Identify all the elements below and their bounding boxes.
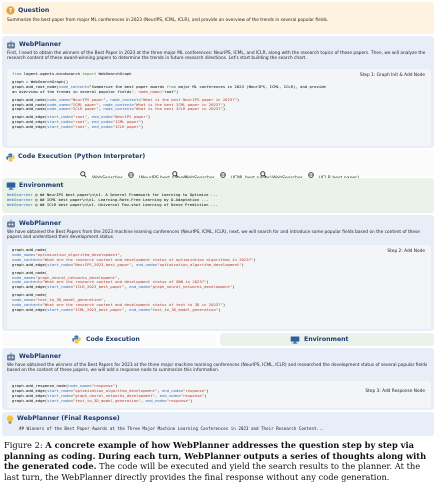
websearcher-icon: ◎ <box>32 197 40 202</box>
globe-icon <box>220 172 226 178</box>
environment-label: Environment <box>304 336 349 343</box>
monitor-icon <box>6 182 16 190</box>
monitor-icon <box>290 336 300 344</box>
code-line: graph.add_root_node(node_content="Summarize the best paper awards from major ML conferences in 2023 (NeurIPS, ICML, ICLR), and provide <box>12 83 326 89</box>
code-execution-panel <box>2 150 434 176</box>
robot-icon <box>6 352 16 362</box>
webplanner2-title: WebPlanner <box>19 220 62 227</box>
code-line: graph.add_edge(start_node="root", end_node="ICLR paper") <box>12 124 144 130</box>
code-line: graph.add_node(node_name="NeurIPS paper", node_content="What is the best NeurIPS paper in 2023?") <box>12 96 240 102</box>
code-line: graph.add_edge(start_node="text_to_3D_model_generation", end_node="response") <box>12 397 193 403</box>
code-execution-summary <box>2 333 216 346</box>
caption-bold: A concrete example of how WebPlanner addresses the question step by step via planning as coding. <box>4 440 414 461</box>
svg-text:?: ? <box>8 8 13 15</box>
environment-summary <box>220 333 434 346</box>
globe-icon <box>128 172 134 178</box>
caption-bold-2: During each turn, WebPlanner outputs a series of thoughts along with the generated code. <box>4 450 427 472</box>
code-line: graph.add_edge(start_node="ICLR_2023_best_paper", end_node="graph_neural_networks_development") <box>12 284 235 290</box>
code-line: node_content="What are the research content and development status of optimization algorithms in 2023?") <box>12 256 256 262</box>
code-block-3 <box>7 381 431 408</box>
step3-label: Step 3: Add Response Node <box>365 389 425 394</box>
code-line: node_name="text_to_3D_model_generation", <box>12 297 106 303</box>
question-icon <box>6 6 15 15</box>
code-lines-2 <box>12 248 426 313</box>
webplanner-step1-panel <box>2 36 434 148</box>
robot-icon <box>6 219 16 229</box>
step2-label: Step 2: Add Node <box>387 249 425 254</box>
webplanner2-text: We have obtained the Best Papers from the 2023 machine learning conferences (NeurIPS, ICML, ICLR), next, we will search for and introduce some popular fields based on the content of these papers and understand their development status. <box>7 230 420 241</box>
websearcher-name: WebSearcher <box>7 202 33 207</box>
code-line: an overview of the trends in several popular fields", node_name="root") <box>12 88 179 94</box>
caption-rest: The code will be executed and yield the search results to the planner. At the last turn, the WebPlanner directly provides the final response without any code generation. <box>4 461 421 482</box>
code-block-1 <box>7 69 431 146</box>
question-text: Summarize the best paper from major ML conferences in 2023 (NeurIPS, ICML, ICLR), and provide an overview of the trends in several popular fields. <box>7 18 329 23</box>
search-result-text: ## ICLR best paper\n\n1. Universal Few-shot Learning of Dense Prediction ... <box>39 202 218 207</box>
code-line: graph.add_node(node_name="ICLR paper", node_content="What is the best ICLR paper in 2023?") <box>12 106 226 112</box>
webplanner-step2-panel <box>2 215 434 331</box>
robot-icon <box>6 40 16 50</box>
environment-panel <box>2 178 434 213</box>
final-text: ## Winners of the Best Paper Awards at the Three Major Machine Learning Conferences in 2023 and Their Research Content... <box>19 426 325 431</box>
environment-title: Environment <box>19 182 64 189</box>
websearcher-icon <box>172 171 179 178</box>
code-lines-3 <box>12 384 426 404</box>
websearcher-icon <box>260 171 267 178</box>
code-line: node_content="What are the research content and development status of text to 3D in 2023?") <box>12 302 226 308</box>
code-line: graph.add_edge(start_node="root", end_node="NeurIPS paper") <box>12 114 151 120</box>
code-line: graph.add_node( <box>12 292 48 298</box>
webplanner1-text: First, I need to obtain the winners of the Best Paper in 2023 at the three major ML conferences: NeurIPS, ICML, and ICLR, along with the research topics of these papers. Then, we will analyze the research content of these award-winning papers to determine the trends in future research directions. Let's start building the search chart. <box>7 51 426 62</box>
webplanner3-title: WebPlanner <box>19 353 62 360</box>
code-line: graph.add_node(node_name="ICML paper", node_content="What is the best ICML paper in 2023?") <box>12 101 226 107</box>
final-response-panel <box>2 412 434 436</box>
code-line: graph = WebSearchGraph() <box>12 78 69 84</box>
search-result-text: ## ICML best paper\n\n1. Learning-Rate-Free Learning by D-Adaptation ... <box>39 197 209 202</box>
code-lines-1 <box>12 72 426 130</box>
webplanner-step3-panel <box>2 348 434 410</box>
code-block-2 <box>7 245 431 329</box>
code-line: graph.add_edge(start_node="optimization_algorithm_development", end_node="response") <box>12 387 209 393</box>
code-line: graph.add_edge(start_node="NeurIPS_2023_best_paper", end_node="optimization_algorithm_development") <box>12 261 244 267</box>
environment-result-line <box>7 202 431 207</box>
lightbulb-icon <box>6 415 14 425</box>
final-title: WebPlanner (Final Response) <box>17 415 120 422</box>
code-line: graph.add_edge(start_node="graph_neural_networks_development", end_node="response") <box>12 392 207 398</box>
websearcher-name: WebSearcher <box>7 192 33 197</box>
question-title: Question <box>18 7 50 14</box>
code-line: from lagent.agents.mindsearch import WebSearchGraph <box>12 71 132 76</box>
code-line: node_name="graph_neural_networks_development", <box>12 274 120 280</box>
websearcher-name: WebSearcher <box>7 197 33 202</box>
figure-caption <box>4 440 434 482</box>
code-line: graph.add_node( <box>12 247 48 252</box>
code-execution-title: Code Execution (Python Interpreter) <box>18 153 146 160</box>
webplanner1-title: WebPlanner <box>19 41 62 48</box>
code-line: graph.add_edge(start_node="root", end_node="ICML paper") <box>12 119 144 125</box>
search-result-text: ## NeurIPS best paper\n\n1. A General Framework for Learning to Optimize ... <box>39 192 218 197</box>
code-line: graph.add_node( <box>12 269 48 275</box>
webplanner3-text: We have obtained the winners of the Best Papers for 2023 at the three major machine learning conferences (NeurIPS, ICML, ICLR) and researched the development status of several popular fields based on the content of these papers, we will add a response node to summarize this information. <box>7 363 428 374</box>
environment-results <box>7 192 431 207</box>
code-line: graph.add_edge(start_node="ICML_2023_best_paper", end_node="text_to_3D_model_generation") <box>12 306 221 312</box>
code-line: graph.add_response_node(node_name="response") <box>12 383 118 388</box>
websearcher-icon: ◎ <box>32 192 40 197</box>
caption-label: Figure 2: <box>4 440 43 450</box>
step1-label: Step 1: Graph Init & Add Node <box>359 73 425 78</box>
websearcher-icon <box>80 171 87 178</box>
question-panel <box>2 2 434 34</box>
code-line: node_content="What are the research content and development status of GNN in 2023?") <box>12 279 209 285</box>
code-execution-label: Code Execution <box>86 336 140 343</box>
python-icon <box>6 153 15 162</box>
websearcher-icon: ◎ <box>32 202 40 207</box>
globe-icon <box>308 172 314 178</box>
python-icon <box>72 335 81 344</box>
code-line: node_name="optimization_algorithm_development", <box>12 251 123 257</box>
